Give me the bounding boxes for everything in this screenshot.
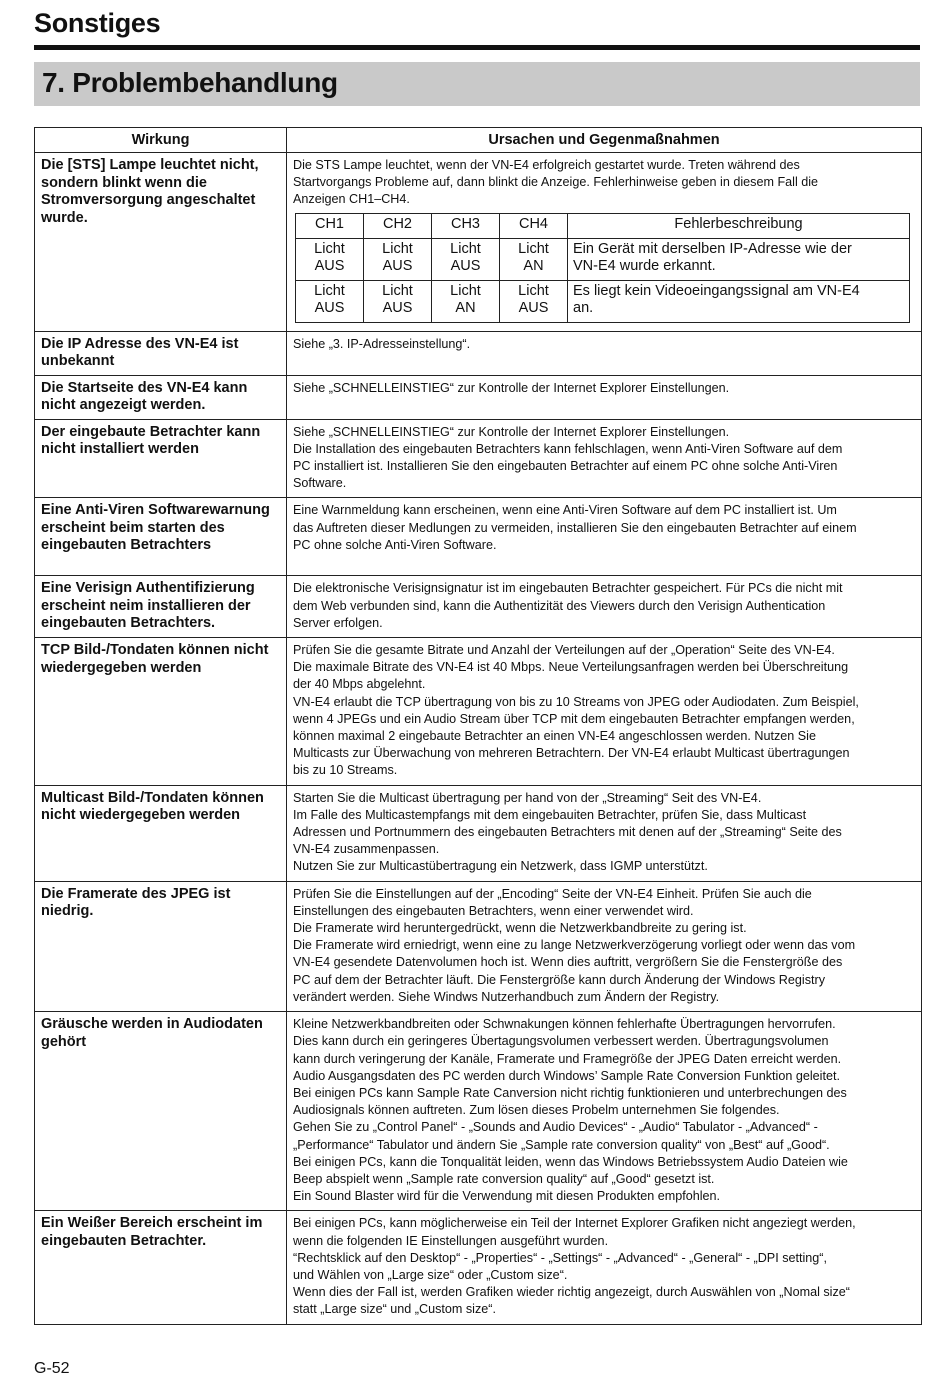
cause-line: Kleine Netzwerkbandbreiten oder Schwnakungen können fehlerhafte Übertragungen hervorrufen. (293, 1017, 836, 1032)
sts-header: CH1 (296, 213, 364, 238)
cause-line: verändert werden. Siehe Windws Nutzerhandbuch zum Ändern der Registry. (293, 989, 720, 1004)
cause-line: kann durch veringerung der Kanäle, Framerate und Framegröße der JPEG Daten erreicht werden. (293, 1051, 842, 1066)
cause-cell (287, 153, 922, 332)
sts-header: Fehlerbeschreibung (568, 213, 910, 238)
cause-cell (287, 1012, 922, 1211)
sts-row (296, 238, 910, 280)
cause-line: PC installiert ist. Installieren Sie den eingebauten Betrachter auf einem PC ohne solche Anti-Viren (293, 459, 838, 474)
channel-state-cell: Licht AN (432, 280, 500, 322)
effect-cell: Multicast Bild-/Tondaten können nicht wiedergegeben werden (35, 785, 287, 881)
cause-line: Die Installation des eingebauten Betrachters kann fehlschlagen, wenn Anti-Viren Software auf dem (293, 441, 843, 456)
cause-line: Siehe „SCHNELLEINSTIEG“ zur Kontrolle der Internet Explorer Einstellungen. (293, 380, 730, 395)
cause-line: Die Framerate wird erniedrigt, wenn eine zu lange Netzwerkverzögerung vorliegt oder wenn das vom (293, 938, 856, 953)
effect-cell: Die Framerate des JPEG ist niedrig. (35, 881, 287, 1011)
table-row (35, 419, 922, 498)
cause-line: der 40 Mbps abgelehnt. (293, 677, 426, 692)
cause-line: Starten Sie die Multicast übertragung per hand von der „Streaming“ Seit des VN-E4. (293, 790, 762, 805)
channel-state-cell: Licht AUS (364, 238, 432, 280)
cause-line: Die Framerate wird heruntergedrückt, wenn die Netzwerkbandbreite zu gering ist. (293, 921, 747, 936)
cause-line: Server erfolgen. (293, 615, 383, 630)
cause-line: Audio Ausgangsdaten des PC werden durch Windows’ Sample Rate Conversion Funktion geleitet. (293, 1068, 840, 1083)
cause-line: VN-E4 erlaubt die TCP übertragung von bis zu 10 Streams von JPEG oder Audiodaten. Zum Beispiel, (293, 694, 859, 709)
effect-cell: Gräusche werden in Audiodaten gehört (35, 1012, 287, 1211)
cause-line: Eine Warnmeldung kann erscheinen, wenn eine Anti-Viren Software auf dem PC installiert ist. Um (293, 503, 837, 518)
cause-line: Anzeigen CH1–CH4. (293, 192, 410, 207)
chapter-title: 7. Problembehandlung (42, 67, 338, 98)
cause-line: Siehe „SCHNELLEINSTIEG“ zur Kontrolle der Internet Explorer Einstellungen. (293, 424, 730, 439)
cause-line: Gehen Sie zu „Control Panel“ - „Sounds and Audio Devices“ - „Audio“ Tabulator - „Advanced“ - (293, 1120, 818, 1135)
cause-line: Wenn dies der Fall ist, werden Grafiken wieder richtig angezeigt, durch Auswählen von „Nomal size“ (293, 1285, 850, 1300)
cause-line: Software. (293, 476, 347, 491)
page-number: G-52 (34, 1360, 70, 1377)
cause-line: VN-E4 gesendete Datenvolumen hoch ist. Wenn dies auftritt, vergrößern Sie die Fenstergröße des (293, 955, 843, 970)
cause-cell (287, 419, 922, 498)
cause-line: dem Web verbunden sind, kann die Authentizität des Viewers durch den Verisign Authentication (293, 598, 826, 613)
effect-cell: TCP Bild-/Tondaten können nicht wiedergegeben werden (35, 638, 287, 786)
cause-line: Multicasts zur Überwachung von mehreren Betrachtern. Der VN-E4 erlaubt Multicast übertragungen (293, 746, 850, 761)
cause-line: Die STS Lampe leuchtet, wenn der VN-E4 erfolgreich gestartet wurde. Treten während des (293, 158, 800, 172)
cause-line: wenn die folgenden IE Einstellungen ausgeführt wurden. (293, 1233, 609, 1248)
cause-line: Siehe „3. IP-Adresseinstellung“. (293, 336, 471, 351)
cause-line: Im Falle des Multicastempfangs mit dem eingebauiten Betrachter, prüfen Sie, dass Multicast (293, 807, 807, 822)
table-row (35, 638, 922, 786)
channel-state-cell: Licht AN (500, 238, 568, 280)
cause-line: “Rechtsklick auf den Desktop“ - „Properties“ - „Settings“ - „Advanced“ - „General“ - „DPI setting“, (293, 1250, 827, 1265)
cause-line: „Performance“ Tabulator und ändern Sie „Sample rate conversion quality“ von „Best“ auf „Good“. (293, 1137, 830, 1152)
sts-header: CH2 (364, 213, 432, 238)
table-row (35, 331, 922, 375)
error-description-cell: Es liegt kein Videoeingangssignal am VN-E4 an. (568, 280, 910, 322)
effect-cell: Die [STS] Lampe leuchtet nicht, sondern blinkt wenn die Stromversorgung angeschaltet wurde. (35, 153, 287, 332)
sts-header-row (296, 213, 910, 238)
cause-line: statt „Large size“ und „Custom size“. (293, 1302, 496, 1317)
section-header: Sonstiges (34, 8, 161, 38)
cause-line: Bei einigen PCs, kann möglicherweise ein Teil der Internet Explorer Grafiken nicht angeziegt werden, (293, 1216, 856, 1231)
cause-line: Nutzen Sie zur Multicastübertragung ein Netzwerk, dass IGMP unterstützt. (293, 859, 708, 874)
table-row (35, 1211, 922, 1324)
table-header-row (35, 128, 922, 153)
table-row (35, 881, 922, 1011)
cause-line: das Auftreten dieser Medlungen zu vermeiden, installieren Sie den eingebauten Betrachter auf einem (293, 520, 857, 535)
table-row (35, 375, 922, 419)
cause-cell (287, 638, 922, 786)
cause-line: und Wählen von „Large size“ oder „Custom size“. (293, 1267, 568, 1282)
column-header-effect: Wirkung (35, 128, 287, 153)
effect-cell: Die IP Adresse des VN-E4 ist unbekannt (35, 331, 287, 375)
channel-state-cell: Licht AUS (364, 280, 432, 322)
cause-line: Bei einigen PCs, kann die Tonqualität leiden, wenn das Windows Betriebssystem Audio Dateien wie (293, 1154, 848, 1169)
table-row (35, 498, 922, 576)
effect-cell: Eine Anti-Viren Softwarewarnung erscheint beim starten des eingebauten Betrachters (35, 498, 287, 576)
table-row (35, 785, 922, 881)
cause-cell (287, 498, 922, 576)
cause-line: Die maximale Bitrate des VN-E4 ist 40 Mbps. Neue Verteilungsanfragen werden bei Überschreitung (293, 660, 849, 675)
table-row (35, 1012, 922, 1211)
channel-state-cell: Licht AUS (500, 280, 568, 322)
effect-cell: Der eingebaute Betrachter kann nicht installiert werden (35, 419, 287, 498)
sts-row (296, 280, 910, 322)
cause-cell (287, 1211, 922, 1324)
cause-line: PC ohne solche Anti-Viren Software. (293, 537, 497, 552)
cause-cell (287, 576, 922, 638)
cause-line: Prüfen Sie die Einstellungen auf der „Encoding“ Seite der VN-E4 Einheit. Prüfen Sie auch die (293, 886, 812, 901)
cause-cell (287, 785, 922, 881)
cause-line: Adressen und Portnummern des eingebauten Betrachters mit denen auf der „Streaming“ Seite des (293, 825, 842, 840)
table-row (35, 153, 922, 332)
cause-line: wenn 4 JPEGs und ein Audio Stream über TCP mit dem eingebauten Betrachter empfangen werden, (293, 711, 855, 726)
cause-line: Einstellungen des eingebauten Betrachters, wenn einer verwendet wird. (293, 903, 694, 918)
cause-cell (287, 331, 922, 375)
channel-state-cell: Licht AUS (296, 238, 364, 280)
error-description-cell: Ein Gerät mit derselben IP-Adresse wie der VN-E4 wurde erkannt. (568, 238, 910, 280)
chapter-bar (34, 62, 920, 106)
column-header-cause: Ursachen und Gegenmaßnahmen (287, 128, 922, 153)
sts-header: CH3 (432, 213, 500, 238)
channel-state-cell: Licht AUS (432, 238, 500, 280)
cause-line: bis zu 10 Streams. (293, 763, 398, 778)
cause-line: können maximal 2 eingebaute Betrachter an einen VN-E4 angeschlossen werden. Nutzen Sie (293, 729, 816, 744)
cause-line: Prüfen Sie die gesamte Bitrate und Anzahl der Verteilungen auf der „Operation“ Seite des VN-E4. (293, 643, 835, 658)
cause-cell (287, 375, 922, 419)
cause-line: Beep abspielt wenn „Sample rate conversion quality“ auf „Good“ gesetzt ist. (293, 1171, 715, 1186)
cause-line: Ein Sound Blaster wird für die Verwendung mit diesen Produkten empfohlen. (293, 1189, 721, 1204)
cause-line: VN-E4 zusammenpassen. (293, 842, 440, 857)
cause-cell (287, 881, 922, 1011)
cause-line: Audiosignals können auftreten. Zum lösen dieses Probelm unternehmen Sie folgendes. (293, 1103, 780, 1118)
cause-line: Bei einigen PCs kann Sample Rate Canversion nicht richtig funktionieren und unterbrechungen des (293, 1085, 847, 1100)
channel-state-cell: Licht AUS (296, 280, 364, 322)
table-row (35, 576, 922, 638)
effect-cell: Ein Weißer Bereich erscheint im eingebauten Betrachter. (35, 1211, 287, 1324)
cause-line: Die elektronische Verisignsignatur ist im eingebauten Betrachter gespeichert. Für PCs die nicht mit (293, 581, 843, 596)
effect-cell: Eine Verisign Authentifizierung erscheint neim installieren der eingebauten Betrachters. (35, 576, 287, 638)
section-divider (34, 45, 920, 50)
cause-line: Startvorgangs Probleme auf, dann blinkt die Anzeige. Fehlerhinweise geben in diesem Fall die (293, 175, 819, 190)
cause-line: PC auf dem der Betrachter läuft. Die Fenstergröße kann durch Änderung der Windows Registry (293, 972, 825, 987)
cause-line: Dies kann durch ein geringeres Übertagungsvolumen verbessert werden. Übertragungsvolumen (293, 1034, 829, 1049)
effect-cell: Die Startseite des VN-E4 kann nicht angezeigt werden. (35, 375, 287, 419)
troubleshooting-table (34, 127, 922, 1325)
sts-header: CH4 (500, 213, 568, 238)
sts-indicator-table (295, 213, 910, 323)
